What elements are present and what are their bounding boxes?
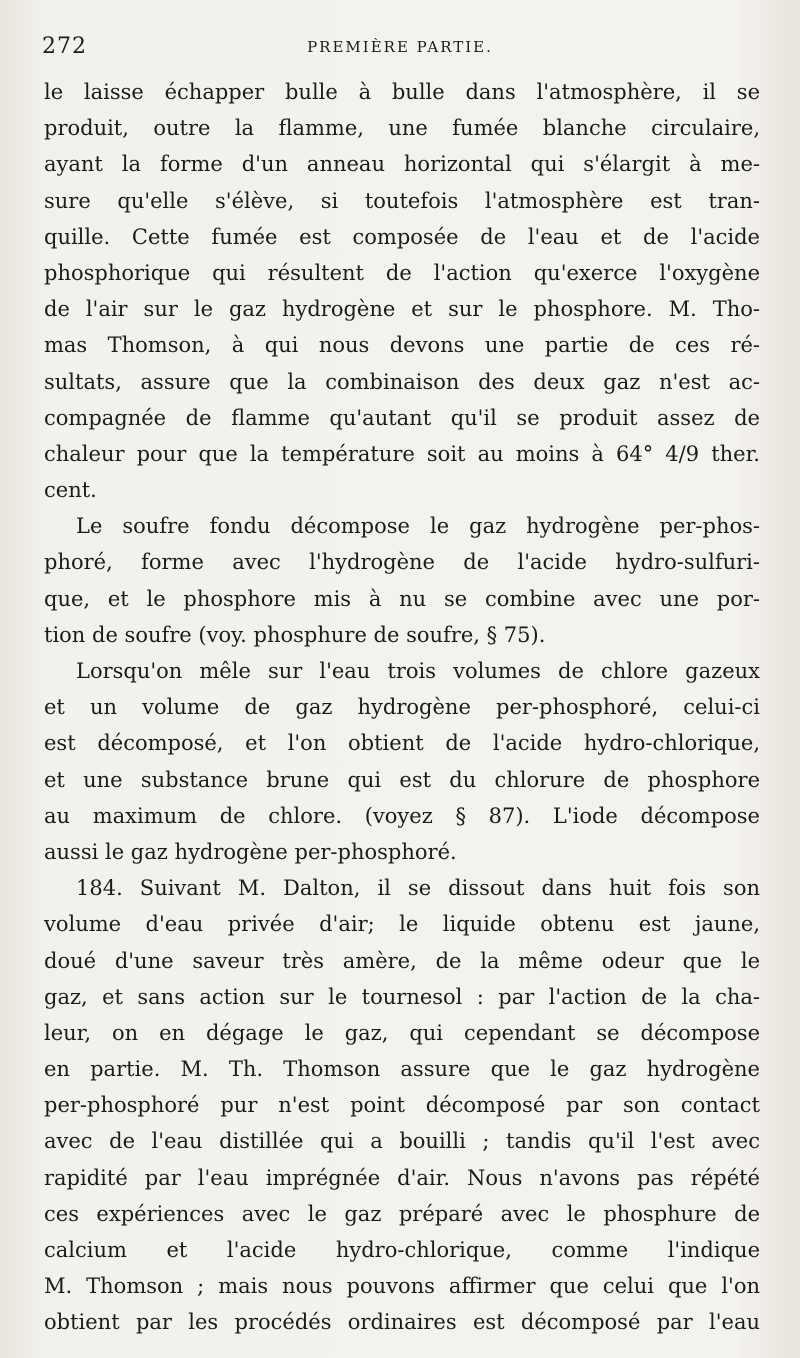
page-number: 272: [42, 34, 87, 59]
text-line: volume d'eau privée d'air; le liquide obtenu est jaune,: [44, 912, 760, 937]
text-line: de l'air sur le gaz hydrogène et sur le phosphore. M. Tho-: [44, 297, 760, 322]
text-line: compagnée de flamme qu'autant qu'il se produit assez de: [44, 405, 760, 430]
text-line: doué d'une saveur très amère, de la même odeur que le: [44, 948, 760, 973]
text-line: Le soufre fondu décompose le gaz hydrogène per-phos-: [76, 514, 760, 539]
text-line: M. Thomson ; mais nous pouvons affirmer que celui que l'on: [44, 1274, 760, 1299]
text-line: au maximum de chlore. (voyez § 87). L'iode décompose: [44, 803, 760, 828]
text-line: en partie. M. Th. Thomson assure que le gaz hydrogène: [44, 1057, 760, 1082]
text-line: per-phosphoré pur n'est point décomposé par son contact: [44, 1093, 760, 1118]
text-line: produit, outre la flamme, une fumée blanche circulaire,: [44, 116, 760, 141]
text-line: ayant la forme d'un anneau horizontal qui s'élargit à me-: [44, 152, 760, 177]
text-line: leur, on en dégage le gaz, qui cependant se décompose: [44, 1020, 760, 1045]
text-line: et une substance brune qui est du chlorure de phosphore: [44, 767, 760, 792]
text-line: obtient par les procédés ordinaires est décomposé par l'eau: [44, 1310, 760, 1335]
text-line: Lorsqu'on mêle sur l'eau trois volumes de chlore gazeux: [76, 659, 760, 683]
text-line: 184. Suivant M. Dalton, il se dissout dans huit fois son: [76, 876, 760, 901]
text-line: rapidité par l'eau imprégnée d'air. Nous n'avons pas répété: [44, 1165, 760, 1190]
text-line: et un volume de gaz hydrogène per-phosphoré, celui-ci: [44, 695, 760, 720]
text-line: sure qu'elle s'élève, si toutefois l'atmosphère est tran-: [44, 188, 760, 213]
text-line: cent.: [44, 478, 97, 503]
text-line: est décomposé, et l'on obtient de l'acide hydro-chlorique,: [44, 731, 760, 756]
text-line: aussi le gaz hydrogène per-phosphoré.: [44, 839, 457, 864]
text-line: tion de soufre (voy. phosphure de soufre, § 75).: [44, 622, 546, 647]
page-header: [42, 34, 758, 64]
text-line: gaz, et sans action sur le tournesol : par l'action de la cha-: [44, 984, 760, 1009]
text-line: phoré, forme avec l'hydrogène de l'acide hydro-sulfuri-: [44, 550, 760, 575]
text-line: chaleur pour que la température soit au moins à 64° 4/9 ther.: [44, 441, 760, 466]
text-line: mas Thomson, à qui nous devons une partie de ces ré-: [44, 333, 760, 358]
text-line: que, et le phosphore mis à nu se combine avec une por-: [44, 586, 760, 611]
body-text: [44, 74, 760, 1341]
text-line: phosphorique qui résultent de l'action qu'exerce l'oxygène: [44, 260, 760, 285]
text-line: le laisse échapper bulle à bulle dans l'atmosphère, il se: [44, 80, 760, 104]
text-line: calcium et l'acide hydro-chlorique, comme l'indique: [44, 1238, 760, 1262]
text-line: sultats, assure que la combinaison des deux gaz n'est ac-: [44, 369, 760, 394]
running-head: PREMIÈRE PARTIE.: [307, 38, 493, 56]
text-line: quille. Cette fumée est composée de l'eau et de l'acide: [44, 224, 760, 249]
text-line: ces expériences avec le gaz préparé avec le phosphure de: [44, 1201, 760, 1226]
text-line: avec de l'eau distillée qui a bouilli ; tandis qu'il l'est avec: [44, 1129, 760, 1154]
